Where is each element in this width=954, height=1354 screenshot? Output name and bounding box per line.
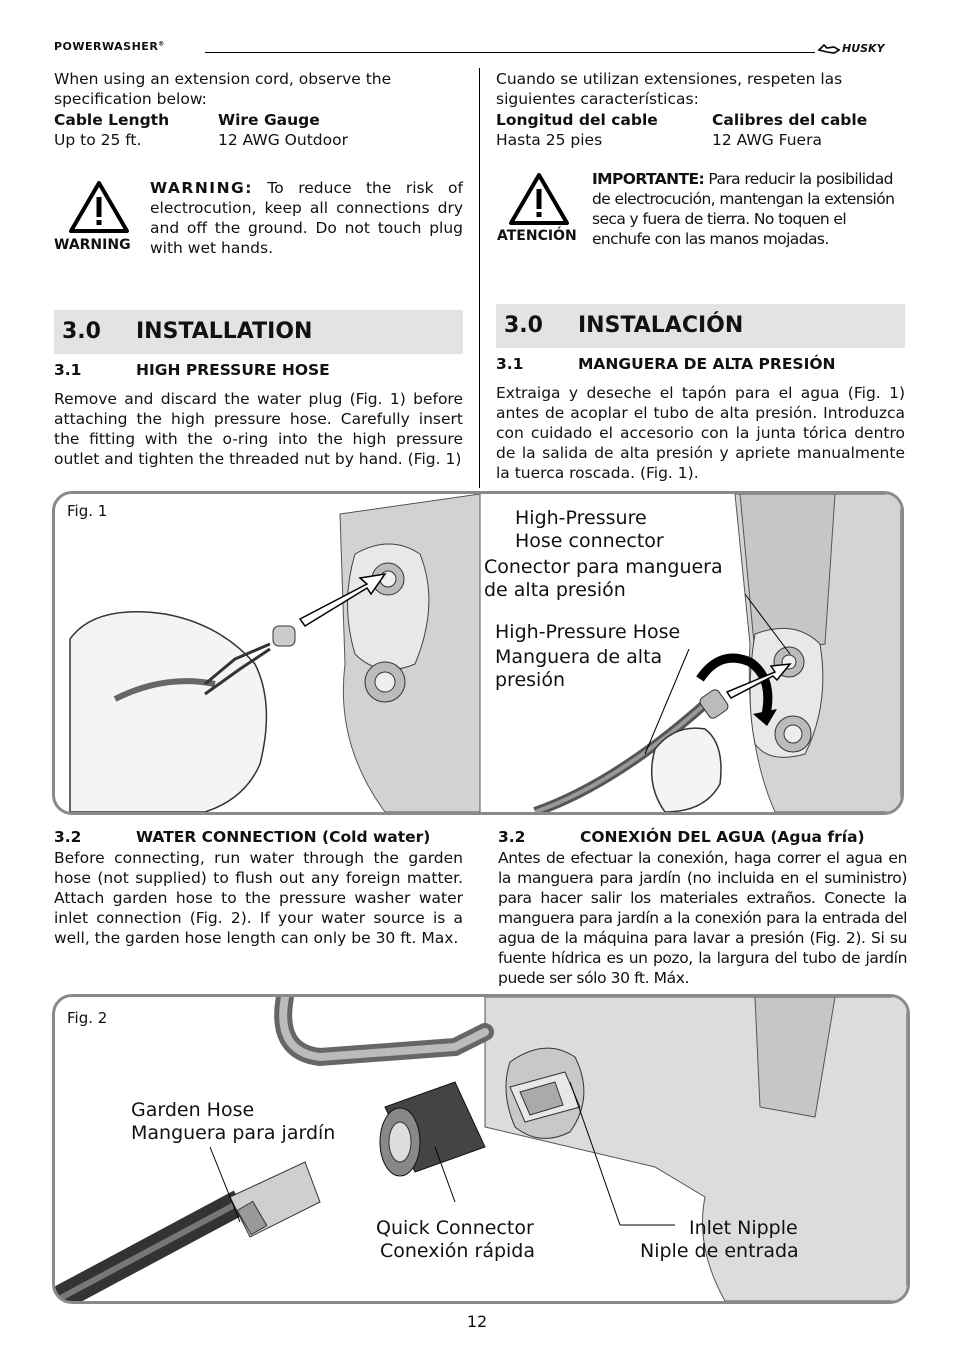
left-sub1-num: 3.1 [54,361,82,379]
right-th-cable-length: Longitud del cable [496,111,658,129]
left-sub1-title: HIGH PRESSURE HOSE [136,361,330,379]
right-td-cable-length: Hasta 25 pies [496,131,603,149]
page-number: 12 [466,1312,488,1331]
left-sub2-num: 3.2 [54,828,82,846]
left-td-wire-gauge: 12 AWG Outdoor [218,131,348,149]
left-sub2-title: WATER CONNECTION (Cold water) [136,828,431,846]
right-sub2-title: CONEXIÓN DEL AGUA (Agua fría) [580,828,865,846]
left-warning-text: WARNING: To reduce the risk of electrocution, keep all connections dry and off the ground. Do not touch plug with wet hands. [150,179,463,257]
fig1-label: Fig. 1 [67,502,108,520]
fig2-label: Fig. 2 [67,1009,108,1027]
fig1-hose-es: Manguera de alta presión [495,646,663,691]
right-sub1-num: 3.1 [496,355,524,373]
header-rule [205,52,815,53]
right-sub1-title: MANGUERA DE ALTA PRESIÓN [578,355,836,373]
husky-logo: HUSKY [818,42,885,55]
left-intro: When using an extension cord, observe the specification below: [54,70,392,108]
left-sub1-text: Remove and discard the water plug (Fig. 1) before attaching the high pressure hose. Carefully insert the fitting with the o-ring into the high pressure outlet and tighten the threaded nut by hand. (Fig. 1) [54,390,463,468]
right-intro: Cuando se utilizan extensiones, respeten las siguientes características: [496,70,843,108]
header-brand: POWERWASHER® [54,40,165,53]
right-section-header: 3.0 INSTALACIÓN [496,304,905,348]
fig1-hose-en: High-Pressure Hose [495,621,681,643]
left-warning-label: WARNING [54,237,131,253]
fig1-connector-en: High-Pressure Hose connector [515,507,664,552]
column-divider [479,68,480,488]
figure-1 [52,491,904,815]
attention-triangle-icon [508,172,570,226]
warning-triangle-icon [68,180,130,234]
left-sub2-text: Before connecting, run water through the garden hose (not supplied) to flush out any foreign matter. Attach garden hose to the pressure washer water inlet connection (Fig. 2). If your water source is a well, the garden hose length can only be 30 ft. Max. [54,849,463,947]
left-th-wire-gauge: Wire Gauge [218,111,320,129]
left-td-cable-length: Up to 25 ft. [54,131,142,149]
fig2-garden-en: Garden Hose [131,1099,255,1121]
left-th-cable-length: Cable Length [54,111,170,129]
right-td-wire-gauge: 12 AWG Fuera [712,131,822,149]
right-th-wire-gauge: Calibres del cable [712,111,868,129]
fig2-inlet-es: Niple de entrada [640,1240,799,1262]
right-warning-text: IMPORTANTE: Para reducir la posibilidad de electrocución, mantengan la extensión seca y fuera de tierra. No toquen el enchufe con las manos mojadas. [592,170,895,248]
fig1-connector-es: Conector para manguera de alta presión [484,556,723,601]
right-warning-label: ATENCIÓN [497,228,577,244]
left-section-header: 3.0 INSTALLATION [54,310,463,354]
husky-dog-icon [818,43,840,55]
right-sub2-num: 3.2 [498,828,526,846]
right-sub2-text: Antes de efectuar la conexión, haga correr el agua en la manguera para jardín (no incluida en el suministro) para hacer salir los materiales extraños. Conecte la manguera para jardín a la conexión para la entrada del agua de la máquina para lavar a presión (Fig. 2). Si su fuente hídrica es un pozo, la largura del tubo de jardín puede ser sólo 30 ft. Máx. [498,849,907,987]
fig2-quick-es: Conexión rápida [380,1240,536,1262]
figure-2 [52,994,910,1304]
fig1-illustration [55,494,901,812]
fig2-inlet-en: Inlet Nipple [689,1217,798,1239]
fig2-garden-es: Manguera para jardín [131,1122,336,1144]
right-sub1-text: Extraiga y deseche el tapón para el agua (Fig. 1) antes de acoplar el tubo de alta presión. Introduzca con cuidado el accesorio con la junta tórica dentro de la salida de alta presión y apriete manualmente la tuerca roscada. (Fig. 1). [496,384,905,482]
fig2-quick-en: Quick Connector [376,1217,534,1239]
